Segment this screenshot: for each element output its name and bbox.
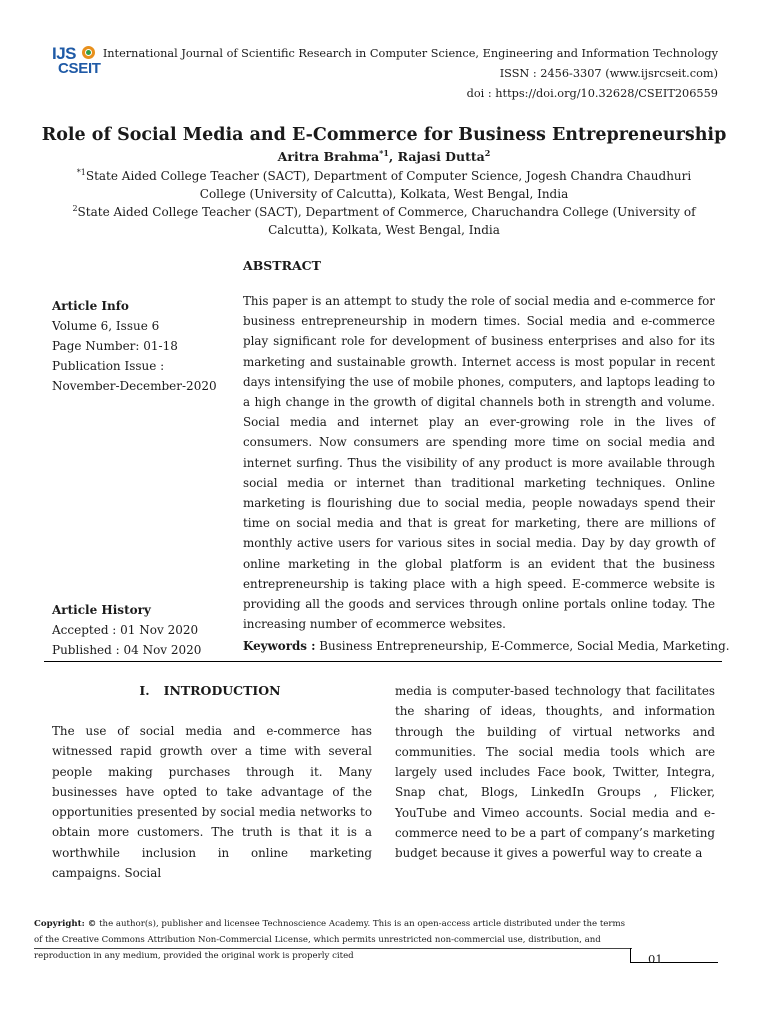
logo-dot-icon [86,50,91,55]
affiliation-1-text: State Aided College Teacher (SACT), Department of Computer Science, Jogesh Chandra Chaudhuri College (University of Calcutta), Kolkata, West Bengal, India [85,169,692,201]
section-divider [44,661,722,662]
article-pages: Page Number: 01-18 [52,339,178,353]
article-info-heading: Article Info [52,299,129,313]
page-number: 01 [648,952,663,966]
logo-text-top: IJS [52,44,77,63]
journal-header [103,44,718,104]
keywords [243,636,730,656]
author-2-mark: 2 [484,147,491,158]
accepted-date: Accepted : 01 Nov 2020 [52,623,199,637]
author-separator: , [388,149,398,164]
author-line [0,149,768,164]
journal-name: International Journal of Scientific Research in Computer Science, Engineering and Information Technology [102,47,718,60]
copyright-text: the author(s), publisher and licensee Technoscience Academy. This is an open-access article distributed under the terms of the Creative Commons Attribution Non-Commercial License, which permits unrestricted non-commercial use, distribution, and reproduction in any medium, provided the original work is properly cited [34,919,626,961]
copyright-notice [34,916,634,964]
intro-column-right: media is computer-based technology that facilitates the sharing of ideas, thoughts, and information through the building of virtual networks and communities. The social media tools which are largely used includes Face book, Twitter, Integra, Snap chat, Blogs, LinkedIn Groups , Flicker, YouTube and Vimeo accounts. Social media and e-commerce need to be a part of company’s marketing budget because it gives a powerful way to create a [395,684,715,861]
article-volume: Volume 6, Issue 6 [52,319,160,333]
author-1-mark: *1 [379,147,389,158]
article-history-heading: Article History [52,603,151,617]
publication-issue: November-December-2020 [52,379,217,393]
page-number-box [630,948,718,963]
section-title: INTRODUCTION [163,683,281,698]
journal-issn: ISSN : 2456-3307 (www.ijsrcseit.com) [499,67,718,80]
paper-title: Role of Social Media and E-Commerce for Business Entrepreneurship [41,125,727,145]
affiliation-2-mark: 2 [72,204,78,213]
footer-rule [34,948,632,949]
introduction-heading [52,683,368,698]
affiliation-1 [60,167,708,203]
affiliation-2-text: State Aided College Teacher (SACT), Department of Commerce, Charuchandra College (University of Calcutta), Kolkata, West Bengal, India [77,205,696,237]
abstract-heading: ABSTRACT [243,258,321,273]
keywords-label: Keywords : [243,639,316,653]
keywords-list: Business Entrepreneurship, E-Commerce, Social Media, Marketing. [315,639,730,653]
article-history [52,600,232,660]
published-date: Published : 04 Nov 2020 [52,643,202,657]
article-info [52,296,232,396]
affiliation-2 [60,203,708,239]
author-2: Rajasi Dutta [397,149,485,164]
journal-doi[interactable]: doi : https://doi.org/10.32628/CSEIT206559 [466,87,718,100]
author-1: Aritra Brahma [277,149,380,164]
affiliation-1-mark: *1 [76,168,86,177]
copyright-label: Copyright: © [34,919,97,929]
section-number: I. [139,683,150,698]
abstract-text: This paper is an attempt to study the role of social media and e-commerce for business entrepreneurship in modern times. Social media and e-commerce play significant role for development of business enterprises and also for its marketing and sustainable growth. Internet access is most popular in recent days intensifying the use of mobile phones, computers, and laptops leading to a high change in the growth of digital channels both in strength and volume. Social media and internet play an ever-growing role in the lives of consumers. Now consumers are spending more time on social media and internet surfing. Thus the visibility of any product is more available through social media or internet than traditional marketing techniques. Online marketing is flourishing due to social media, people nowadays spend their time on social media and that is great for marketing, there are millions of monthly active users for various sites in social media. Day by day growth of online marketing in the global platform is an evident that the business entrepreneurship is taking place with a high speed. E-commerce website is providing all the goods and services through online portals online today. The increasing number of ecommerce websites. [243,294,715,632]
logo-text-bottom: CSEIT [58,60,101,77]
publication-issue-label: Publication Issue : [52,359,165,373]
intro-column-left: The use of social media and e-commerce has witnessed rapid growth over a time with several people making purchases through it. Many businesses have opted to take advantage of the opportunities presented by social media networks to obtain more customers. The truth is that it is a worthwhile inclusion in online marketing campaigns. Social [52,724,372,881]
